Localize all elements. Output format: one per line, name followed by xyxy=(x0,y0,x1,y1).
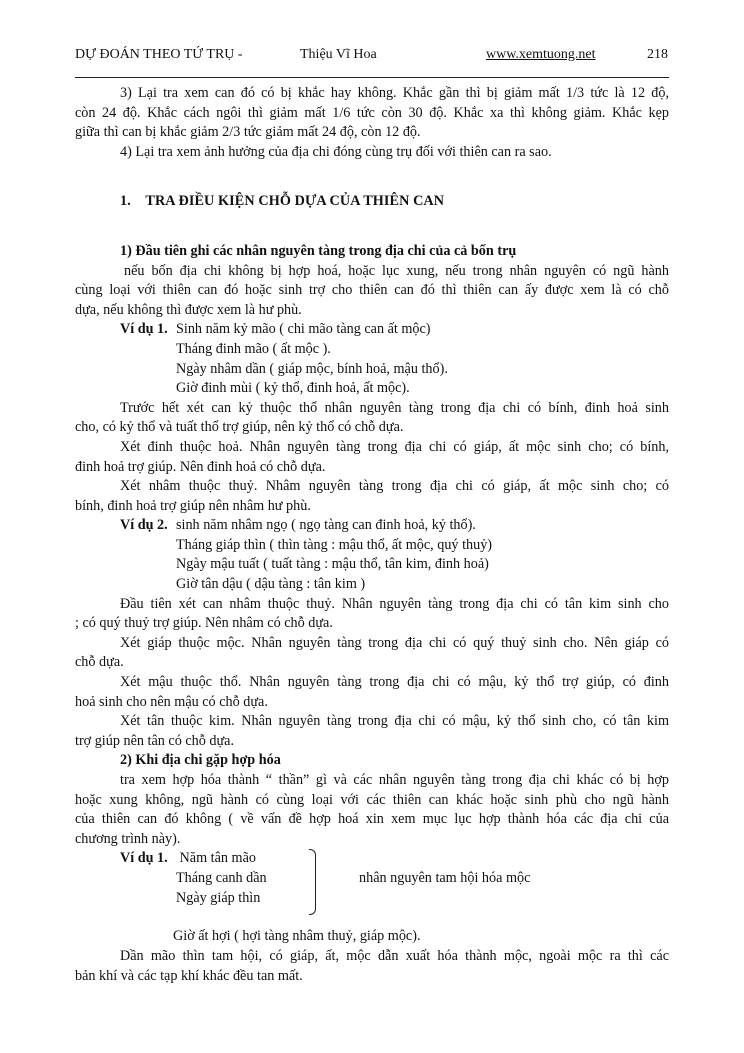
example-label: Ví dụ 2. xyxy=(120,517,168,534)
example-line: Ngày mậu tuất ( tuất tàng : mậu thổ, tân kim, đinh hoả) xyxy=(176,556,489,573)
header-page-number: 218 xyxy=(647,47,668,62)
paragraph: Xét nhâm thuộc thuỷ. Nhâm nguyên tàng trong địa chi có giáp, ất mộc sinh cho; có xyxy=(120,478,669,495)
paragraph: bản khí và các tạp khí khác đều tan mất. xyxy=(75,967,303,984)
example-line: Tháng canh dần xyxy=(176,869,267,886)
paragraph: đinh hoả trợ giúp. Nên đinh hoả có chỗ dựa. xyxy=(75,458,326,475)
header-divider xyxy=(75,77,669,78)
paragraph: Đầu tiên xét can nhâm thuộc thuỷ. Nhân nguyên tàng trong địa chi có tân kim sinh cho xyxy=(120,595,669,612)
paragraph: chỗ dựa. xyxy=(75,654,124,671)
paragraph: Xét tân thuộc kim. Nhân nguyên tàng trong địa chi có mậu, kỷ thổ sinh cho, có tân kim xyxy=(120,713,669,730)
example-line xyxy=(75,516,669,536)
example-line: Tháng đinh mão ( ất mộc ). xyxy=(176,340,331,357)
example-line: Giờ ất hợi ( hợi tàng nhâm thuỷ, giáp mộc). xyxy=(173,928,421,945)
section-title: TRA ĐIỀU KIỆN CHỖ DỰA CỦA THIÊN CAN xyxy=(145,193,445,210)
example-text: Sinh năm kỷ mão ( chi mão tàng can ất mộc) xyxy=(176,321,431,338)
page-body xyxy=(75,84,669,986)
example-line xyxy=(75,320,669,340)
paragraph: tra xem hợp hóa thành “ thần” gì và các nhân nguyên tàng trong địa chi khác có bị hợp xyxy=(120,772,669,788)
paragraph: Xét giáp thuộc mộc. Nhân nguyên tàng trong địa chi có quý thuỷ sinh cho. Nên giáp có xyxy=(120,634,669,651)
paragraph: hoả sinh cho nên mậu có chỗ dựa. xyxy=(75,693,268,710)
paragraph: chương trình này). xyxy=(75,830,181,847)
paragraph: Xét mậu thuộc thổ. Nhân nguyên tàng trong địa chi có mậu, kỷ thổ trợ giúp, có đinh xyxy=(120,674,669,691)
paragraph: 3) Lại tra xem can đó có bị khắc hay không. Khắc gần thì bị giảm mất 1/3 tức là 12 độ, xyxy=(120,85,669,101)
paragraph: cho, có kỷ thổ và tuất thổ trợ giúp, nên kỷ thổ có chỗ dựa. xyxy=(75,419,404,436)
subsection-title: 2) Khi địa chi gặp hợp hóa xyxy=(120,752,281,769)
header-website-link[interactable]: www.xemtuong.net xyxy=(486,47,596,62)
header-author: Thiệu Vĩ Hoa xyxy=(300,47,377,62)
example-line: Ngày giáp thìn xyxy=(176,889,261,906)
paragraph: hoặc xung không, ngũ hành có cùng loại với các thiên can khác hoặc sinh phù cho ngũ hành xyxy=(75,791,669,808)
example-line: Tháng giáp thìn ( thìn tàng : mậu thổ, ất mộc, quý thuỷ) xyxy=(176,536,493,553)
header-book-title: DỰ ĐOÁN THEO TỨ TRỤ - xyxy=(75,47,243,62)
paragraph: bính, đinh hoả trợ giúp nên nhâm hư phù. xyxy=(75,497,311,514)
section-number: 1. xyxy=(120,193,131,210)
subsection-title: 1) Đầu tiên ghi các nhân nguyên tàng trong địa chi của cả bốn trụ xyxy=(120,242,517,259)
paragraph: ; có quý thuỷ trợ giúp. Nên nhâm có chỗ dựa. xyxy=(75,615,333,632)
bracket xyxy=(309,849,316,915)
example-line xyxy=(120,849,256,869)
paragraph: nếu bốn địa chi không bị hợp hoá, hoặc lục xung, nếu trong nhân nguyên có ngũ hành xyxy=(124,262,669,279)
example-text: sinh năm nhâm ngọ ( ngọ tàng can đinh hoả, kỷ thổ). xyxy=(176,517,476,534)
paragraph: cùng loại với thiên can đó hoặc sinh trợ cho thiên can đó thì thiên can ấy được xem là có chỗ xyxy=(75,282,669,299)
paragraph: dựa, nếu không thì được xem là hư phù. xyxy=(75,301,302,318)
paragraph: Trước hết xét can kỷ thuộc thổ nhân nguyên tàng trong địa chi có bính, đinh hoả sinh xyxy=(120,399,669,416)
example-label: Ví dụ 1. xyxy=(120,321,168,338)
example-line: Ngày nhâm dần ( giáp mộc, bính hoả, mậu thổ). xyxy=(176,360,448,377)
spacer xyxy=(75,911,669,927)
example-text: Năm tân mão xyxy=(176,850,256,867)
paragraph: trợ giúp nên tân có chỗ dựa. xyxy=(75,732,234,749)
paragraph: 4) Lại tra xem ảnh hưởng của địa chi đóng cùng trụ đối với thiên can ra sao. xyxy=(120,143,552,160)
paragraph: của thiên can đó không ( về vấn đề hợp hoá xin xem mục lục hợp thành hóa các địa chi của xyxy=(75,811,669,828)
example-line: Giờ đinh mùi ( kỷ thổ, đinh hoả, ất mộc). xyxy=(176,380,410,397)
example-line: Giờ tân dậu ( dậu tàng : tân kim ) xyxy=(176,576,366,593)
paragraph: giữa thì can bị khắc giảm 2/3 tức giảm mất 24 độ, còn 12 độ. xyxy=(75,124,421,141)
paragraph: còn 24 độ. Khắc cách ngôi thì giảm mất 1/6 tức còn 30 độ. Khắc xa thì không giảm. Khắc kẹp xyxy=(75,104,669,121)
example-block xyxy=(75,849,669,911)
example-label: Ví dụ 1. xyxy=(120,850,168,867)
section-heading xyxy=(75,192,669,212)
paragraph: Dần mão thìn tam hội, có giáp, ất, mộc dẫn xuất hóa thành mộc, ngoài mộc ra thì các xyxy=(120,947,669,964)
bracket-note: nhân nguyên tam hội hóa mộc xyxy=(359,869,531,886)
paragraph: Xét đinh thuộc hoả. Nhân nguyên tàng trong địa chi có giáp, ất mộc sinh cho; có bính, xyxy=(120,438,669,455)
